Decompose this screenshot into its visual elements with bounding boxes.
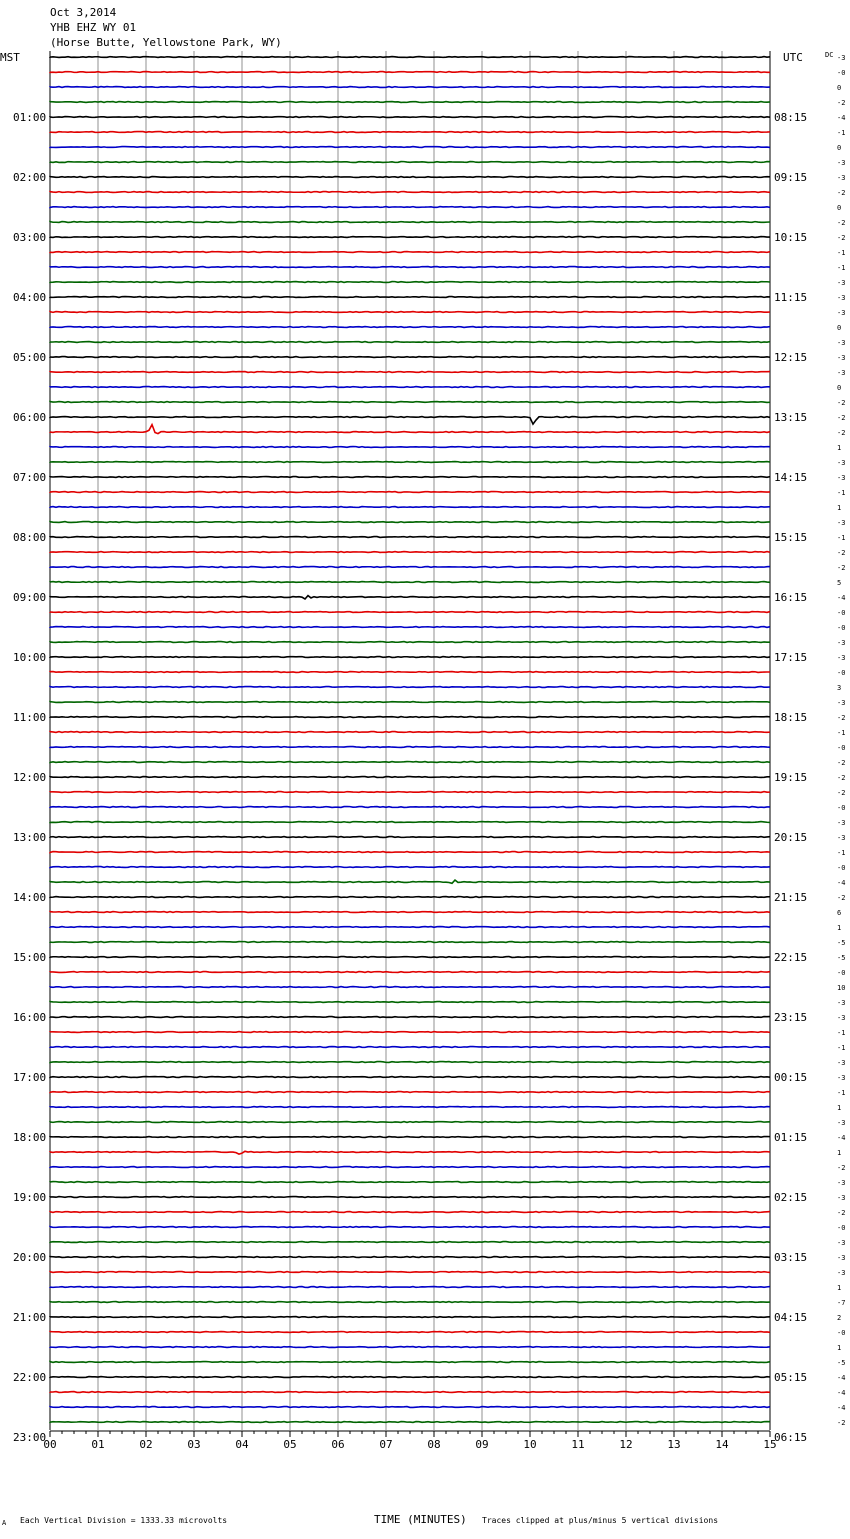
utc-hour-label: 06:15 bbox=[774, 1431, 808, 1444]
dc-offset-value: -4 bbox=[837, 594, 846, 602]
x-tick-label: 09 bbox=[475, 1438, 489, 1451]
trace-row bbox=[50, 192, 770, 193]
dc-offset-value: -2 bbox=[837, 789, 846, 797]
dc-offset-value: 1 bbox=[837, 444, 842, 452]
dc-offset-value: 0 bbox=[837, 324, 842, 332]
dc-offset-value: -2 bbox=[837, 714, 846, 722]
chart-footer bbox=[2, 1513, 718, 1527]
mst-hour-label: 05:00 bbox=[13, 351, 47, 364]
dc-offset-value: -3 bbox=[837, 339, 846, 347]
trace-row bbox=[50, 372, 770, 373]
trace-row bbox=[50, 987, 770, 988]
utc-hour-label: 10:15 bbox=[774, 231, 808, 244]
utc-hour-label: 18:15 bbox=[774, 711, 808, 724]
mst-hour-label: 09:00 bbox=[13, 591, 47, 604]
utc-hour-labels bbox=[774, 111, 807, 1444]
dc-offset-value: -1 bbox=[837, 534, 846, 542]
trace-row bbox=[50, 282, 770, 283]
trace-row bbox=[50, 492, 770, 493]
dc-offset-value: -3 bbox=[837, 999, 846, 1007]
utc-hour-label: 05:15 bbox=[774, 1371, 808, 1384]
dc-offset-value: -3 bbox=[837, 1254, 846, 1262]
dc-offset-value: -2 bbox=[837, 99, 846, 107]
utc-hour-label: 11:15 bbox=[774, 291, 808, 304]
trace-row bbox=[50, 1107, 770, 1108]
utc-hour-label: 02:15 bbox=[774, 1191, 808, 1204]
dc-offset-value: -2 bbox=[837, 774, 846, 782]
mst-hour-label: 07:00 bbox=[13, 471, 47, 484]
trace-row bbox=[50, 177, 770, 178]
x-tick-label: 14 bbox=[715, 1438, 729, 1451]
trace-row bbox=[50, 342, 770, 343]
utc-hour-label: 22:15 bbox=[774, 951, 808, 964]
trace-row bbox=[50, 1077, 770, 1078]
dc-offset-value: -5 bbox=[837, 954, 846, 962]
dc-offset-value: -0 bbox=[837, 804, 846, 812]
trace-row bbox=[50, 1242, 770, 1243]
trace-row bbox=[50, 880, 770, 883]
dc-offset-value: -0 bbox=[837, 624, 846, 632]
dc-offset-value: -3 bbox=[837, 1269, 846, 1277]
trace-row bbox=[50, 57, 770, 58]
dc-offset-value: 1 bbox=[837, 504, 842, 512]
dc-offset-value: -1 bbox=[837, 1044, 846, 1052]
dc-offset-value: -7 bbox=[837, 1299, 846, 1307]
dc-offset-value: -2 bbox=[837, 549, 846, 557]
dc-offset-value: -4 bbox=[837, 879, 846, 887]
dc-offset-value: 1 bbox=[837, 1284, 842, 1292]
dc-offset-value: -1 bbox=[837, 729, 846, 737]
trace-row bbox=[50, 717, 770, 718]
mst-hour-label: 14:00 bbox=[13, 891, 47, 904]
mst-hour-label: 01:00 bbox=[13, 111, 47, 124]
dc-offset-value: -3 bbox=[837, 1194, 846, 1202]
trace-row bbox=[50, 297, 770, 298]
dc-offset-value: 0 bbox=[837, 144, 842, 152]
dc-offset-value: -4 bbox=[837, 1134, 846, 1142]
dc-offset-value: -3 bbox=[837, 1179, 846, 1187]
trace-row bbox=[50, 327, 770, 328]
trace-row bbox=[50, 207, 770, 208]
trace-row bbox=[50, 552, 770, 553]
trace-row bbox=[50, 1392, 770, 1393]
utc-hour-label: 15:15 bbox=[774, 531, 808, 544]
trace-row bbox=[50, 1407, 770, 1408]
mst-hour-label: 10:00 bbox=[13, 651, 47, 664]
left-timezone-label: MST bbox=[0, 51, 20, 64]
dc-offset-value: -2 bbox=[837, 414, 846, 422]
trace-row bbox=[50, 852, 770, 853]
trace-row bbox=[50, 1122, 770, 1123]
dc-offset-value: 0 bbox=[837, 84, 842, 92]
trace-row bbox=[50, 1212, 770, 1213]
dc-offset-value: -2 bbox=[837, 429, 846, 437]
utc-hour-label: 04:15 bbox=[774, 1311, 808, 1324]
dc-offset-value: -4 bbox=[837, 1374, 846, 1382]
trace-row bbox=[50, 732, 770, 733]
station-location: (Horse Butte, Yellowstone Park, WY) bbox=[50, 36, 282, 49]
station-code: YHB EHZ WY 01 bbox=[50, 21, 137, 34]
trace-row bbox=[50, 567, 770, 568]
dc-offset-value: -0 bbox=[837, 609, 846, 617]
chart-header bbox=[0, 6, 833, 64]
trace-row bbox=[50, 897, 770, 898]
trace-row bbox=[50, 642, 770, 643]
trace-row bbox=[50, 822, 770, 823]
dc-offset-labels bbox=[837, 54, 845, 1427]
trace-row bbox=[50, 1287, 770, 1288]
mst-hour-label: 06:00 bbox=[13, 411, 47, 424]
trace-row bbox=[50, 1002, 770, 1003]
dc-offset-value: 1 bbox=[837, 1104, 842, 1112]
trace-row bbox=[50, 1422, 770, 1423]
trace-row bbox=[50, 357, 770, 358]
dc-offset-value: -1 bbox=[837, 849, 846, 857]
trace-row bbox=[50, 867, 770, 868]
dc-offset-value: -5 bbox=[837, 1359, 846, 1367]
dc-offset-value: -3 bbox=[837, 1074, 846, 1082]
dc-offset-value: 0 bbox=[837, 384, 842, 392]
dc-offset-value: 2 bbox=[837, 1314, 842, 1322]
x-tick-label: 08 bbox=[427, 1438, 441, 1451]
trace-row bbox=[50, 522, 770, 523]
dc-offset-value: -2 bbox=[837, 219, 846, 227]
dc-offset-value: -2 bbox=[837, 1419, 846, 1427]
dc-offset-value: -2 bbox=[837, 1209, 846, 1217]
dc-offset-value: -2 bbox=[837, 1164, 846, 1172]
trace-row bbox=[50, 477, 770, 478]
dc-offset-value: 1 bbox=[837, 1149, 842, 1157]
mst-hour-labels bbox=[13, 111, 46, 1444]
trace-row bbox=[50, 132, 770, 133]
utc-hour-label: 23:15 bbox=[774, 1011, 808, 1024]
right-timezone-label: UTC bbox=[783, 51, 803, 64]
dc-offset-value: 0 bbox=[837, 204, 842, 212]
dc-offset-value: 1 bbox=[837, 924, 842, 932]
minute-gridlines bbox=[50, 51, 770, 1430]
dc-offset-value: -3 bbox=[837, 519, 846, 527]
mst-hour-label: 16:00 bbox=[13, 1011, 47, 1024]
trace-row bbox=[50, 102, 770, 103]
mst-hour-label: 22:00 bbox=[13, 1371, 47, 1384]
x-axis bbox=[43, 1431, 776, 1451]
trace-row bbox=[50, 927, 770, 928]
dc-offset-value: -1 bbox=[837, 129, 846, 137]
mst-hour-label: 17:00 bbox=[13, 1071, 47, 1084]
trace-row bbox=[50, 837, 770, 838]
x-tick-label: 03 bbox=[187, 1438, 201, 1451]
dc-offset-value: 1 bbox=[837, 1344, 842, 1352]
dc-offset-value: -0 bbox=[837, 864, 846, 872]
dc-offset-value: -3 bbox=[837, 834, 846, 842]
dc-offset-value: -3 bbox=[837, 54, 846, 62]
dc-offset-value: -1 bbox=[837, 1029, 846, 1037]
corner-marker: A bbox=[2, 1519, 7, 1527]
trace-row bbox=[50, 1362, 770, 1363]
utc-hour-label: 12:15 bbox=[774, 351, 808, 364]
dc-offset-value: -1 bbox=[837, 264, 846, 272]
utc-hour-label: 00:15 bbox=[774, 1071, 808, 1084]
trace-row bbox=[50, 762, 770, 763]
dc-offset-value: -2 bbox=[837, 234, 846, 242]
mst-hour-label: 18:00 bbox=[13, 1131, 47, 1144]
trace-row bbox=[50, 1197, 770, 1198]
utc-hour-label: 09:15 bbox=[774, 171, 808, 184]
dc-offset-value: -1 bbox=[837, 249, 846, 257]
dc-offset-value: -1 bbox=[837, 1089, 846, 1097]
trace-row bbox=[50, 1137, 770, 1138]
trace-row bbox=[50, 1257, 770, 1258]
trace-row bbox=[50, 792, 770, 793]
trace-row bbox=[50, 1032, 770, 1033]
trace-row bbox=[50, 672, 770, 673]
dc-offset-value: -3 bbox=[837, 699, 846, 707]
x-tick-label: 04 bbox=[235, 1438, 249, 1451]
trace-row bbox=[50, 747, 770, 748]
trace-row bbox=[50, 1017, 770, 1018]
dc-offset-value: -3 bbox=[837, 819, 846, 827]
trace-row bbox=[50, 222, 770, 223]
dc-offset-value: -2 bbox=[837, 564, 846, 572]
trace-row bbox=[50, 402, 770, 403]
trace-row bbox=[50, 147, 770, 148]
trace-row bbox=[50, 1377, 770, 1378]
utc-hour-label: 16:15 bbox=[774, 591, 808, 604]
x-tick-label: 00 bbox=[43, 1438, 57, 1451]
dc-offset-value: -3 bbox=[837, 159, 846, 167]
dc-offset-value: -3 bbox=[837, 1059, 846, 1067]
dc-offset-value: -2 bbox=[837, 759, 846, 767]
dc-offset-value: -3 bbox=[837, 654, 846, 662]
utc-hour-label: 01:15 bbox=[774, 1131, 808, 1144]
mst-hour-label: 03:00 bbox=[13, 231, 47, 244]
dc-offset-value: -3 bbox=[837, 1239, 846, 1247]
dc-offset-header: DC bbox=[825, 51, 834, 59]
mst-hour-label: 13:00 bbox=[13, 831, 47, 844]
seismic-traces bbox=[50, 57, 770, 1423]
mst-hour-label: 08:00 bbox=[13, 531, 47, 544]
dc-offset-value: -2 bbox=[837, 399, 846, 407]
x-tick-label: 01 bbox=[91, 1438, 105, 1451]
mst-hour-label: 15:00 bbox=[13, 951, 47, 964]
x-tick-label: 05 bbox=[283, 1438, 297, 1451]
trace-row bbox=[50, 1302, 770, 1303]
dc-offset-value: -0 bbox=[837, 69, 846, 77]
mst-hour-label: 02:00 bbox=[13, 171, 47, 184]
dc-offset-value: -1 bbox=[837, 489, 846, 497]
dc-offset-value: -3 bbox=[837, 294, 846, 302]
dc-offset-value: -2 bbox=[837, 189, 846, 197]
trace-row bbox=[50, 627, 770, 628]
dc-offset-value: -0 bbox=[837, 969, 846, 977]
trace-row bbox=[50, 1227, 770, 1228]
x-axis-title: TIME (MINUTES) bbox=[374, 1513, 467, 1526]
dc-offset-value: 6 bbox=[837, 909, 842, 917]
trace-row bbox=[50, 1167, 770, 1168]
utc-hour-label: 08:15 bbox=[774, 111, 808, 124]
trace-row bbox=[50, 507, 770, 508]
dc-offset-value: 5 bbox=[837, 579, 842, 587]
trace-row bbox=[50, 1092, 770, 1093]
trace-row bbox=[50, 1182, 770, 1183]
dc-offset-value: -3 bbox=[837, 1119, 846, 1127]
utc-hour-label: 03:15 bbox=[774, 1251, 808, 1264]
dc-offset-value: -3 bbox=[837, 369, 846, 377]
utc-hour-label: 20:15 bbox=[774, 831, 808, 844]
utc-hour-label: 17:15 bbox=[774, 651, 808, 664]
x-tick-label: 12 bbox=[619, 1438, 633, 1451]
dc-offset-value: -4 bbox=[837, 114, 846, 122]
trace-row bbox=[50, 1062, 770, 1063]
mst-hour-label: 04:00 bbox=[13, 291, 47, 304]
mst-hour-label: 11:00 bbox=[13, 711, 47, 724]
dc-offset-value: 3 bbox=[837, 684, 842, 692]
dc-offset-value: -3 bbox=[837, 354, 846, 362]
dc-offset-value: -3 bbox=[837, 309, 846, 317]
clip-note: Traces clipped at plus/minus 5 vertical divisions bbox=[482, 1516, 719, 1525]
x-tick-label: 07 bbox=[379, 1438, 393, 1451]
trace-row bbox=[50, 267, 770, 268]
trace-row bbox=[50, 1347, 770, 1348]
record-date: Oct 3,2014 bbox=[50, 6, 117, 19]
dc-offset-value: -2 bbox=[837, 894, 846, 902]
dc-offset-value: -3 bbox=[837, 279, 846, 287]
dc-offset-value: -3 bbox=[837, 1014, 846, 1022]
dc-offset-value: -3 bbox=[837, 639, 846, 647]
trace-row bbox=[50, 1151, 770, 1154]
trace-row bbox=[50, 957, 770, 958]
trace-row bbox=[50, 425, 770, 434]
trace-row bbox=[50, 1272, 770, 1273]
trace-row bbox=[50, 582, 770, 583]
utc-hour-label: 14:15 bbox=[774, 471, 808, 484]
x-tick-label: 15 bbox=[763, 1438, 777, 1451]
trace-row bbox=[50, 462, 770, 463]
x-tick-label: 02 bbox=[139, 1438, 153, 1451]
trace-row bbox=[50, 1332, 770, 1333]
trace-row bbox=[50, 72, 770, 73]
trace-row bbox=[50, 1317, 770, 1318]
dc-offset-value: -3 bbox=[837, 459, 846, 467]
dc-offset-value: -4 bbox=[837, 1404, 846, 1412]
trace-row bbox=[50, 1047, 770, 1048]
dc-offset-value: -5 bbox=[837, 939, 846, 947]
mst-hour-label: 23:00 bbox=[13, 1431, 47, 1444]
trace-row bbox=[50, 972, 770, 973]
mst-hour-label: 20:00 bbox=[13, 1251, 47, 1264]
utc-hour-label: 19:15 bbox=[774, 771, 808, 784]
scale-note: Each Vertical Division = 1333.33 microvolts bbox=[20, 1516, 228, 1525]
dc-offset-value: -4 bbox=[837, 1389, 846, 1397]
trace-row bbox=[50, 777, 770, 778]
trace-row bbox=[50, 87, 770, 88]
x-tick-label: 13 bbox=[667, 1438, 681, 1451]
trace-row bbox=[50, 387, 770, 388]
dc-offset-value: -0 bbox=[837, 744, 846, 752]
mst-hour-label: 21:00 bbox=[13, 1311, 47, 1324]
trace-row bbox=[50, 942, 770, 943]
x-tick-label: 06 bbox=[331, 1438, 345, 1451]
trace-row bbox=[50, 312, 770, 313]
dc-offset-value: -0 bbox=[837, 1329, 846, 1337]
trace-row bbox=[50, 702, 770, 703]
x-tick-label: 10 bbox=[523, 1438, 537, 1451]
trace-row bbox=[50, 447, 770, 448]
dc-offset-value: -3 bbox=[837, 474, 846, 482]
trace-row bbox=[50, 596, 770, 599]
trace-row bbox=[50, 612, 770, 613]
dc-offset-value: -0 bbox=[837, 669, 846, 677]
trace-row bbox=[50, 237, 770, 238]
dc-offset-value: -3 bbox=[837, 174, 846, 182]
mst-hour-label: 12:00 bbox=[13, 771, 47, 784]
trace-row bbox=[50, 657, 770, 658]
utc-hour-label: 13:15 bbox=[774, 411, 808, 424]
mst-hour-label: 19:00 bbox=[13, 1191, 47, 1204]
utc-hour-label: 21:15 bbox=[774, 891, 808, 904]
trace-row bbox=[50, 807, 770, 808]
trace-row bbox=[50, 417, 770, 425]
trace-row bbox=[50, 912, 770, 913]
trace-row bbox=[50, 162, 770, 163]
trace-row bbox=[50, 117, 770, 118]
dc-offset-value: 10 bbox=[837, 984, 846, 992]
trace-row bbox=[50, 252, 770, 253]
dc-offset-value: -0 bbox=[837, 1224, 846, 1232]
x-tick-label: 11 bbox=[571, 1438, 585, 1451]
trace-row bbox=[50, 537, 770, 538]
trace-row bbox=[50, 687, 770, 688]
